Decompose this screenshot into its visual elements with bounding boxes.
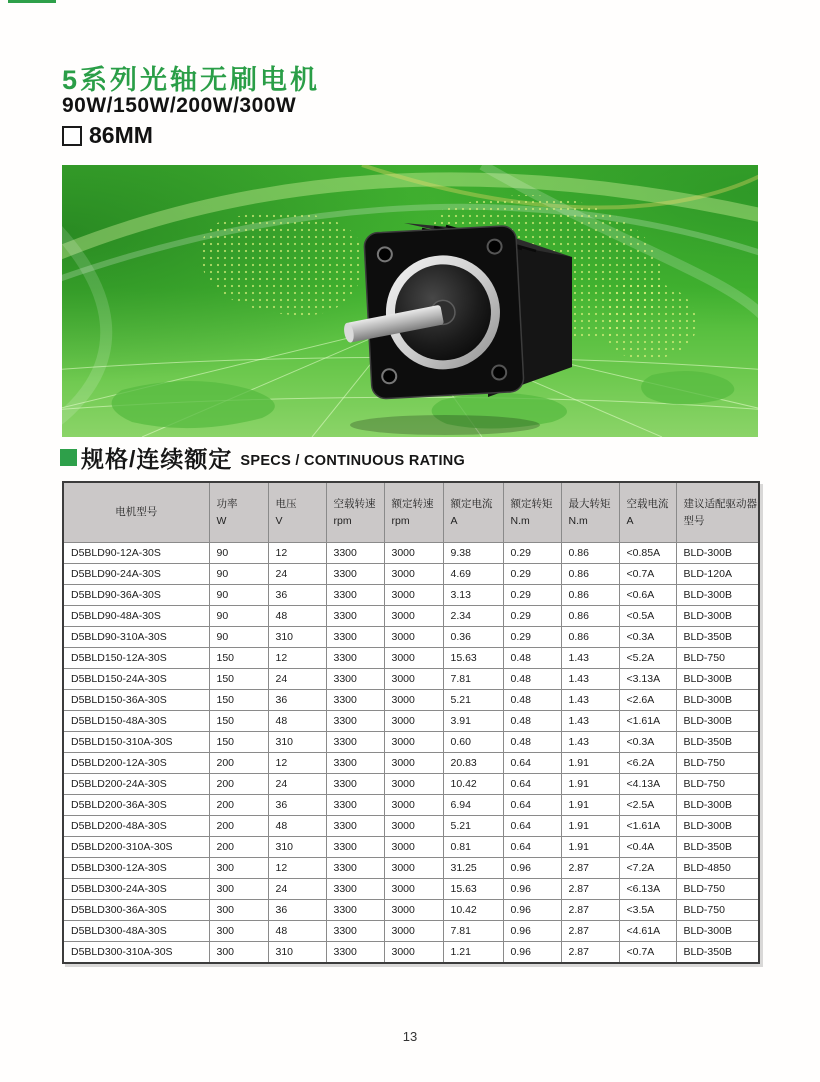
- spec-cell: 0.96: [503, 900, 561, 921]
- spec-cell: <0.7A: [619, 564, 676, 585]
- spec-cell: 3000: [384, 648, 443, 669]
- spec-cell: 300: [209, 900, 268, 921]
- spec-cell: 0.86: [561, 627, 619, 648]
- spec-cell: BLD-350B: [676, 837, 759, 858]
- spec-cell: 48: [268, 711, 326, 732]
- table-row: [63, 858, 759, 879]
- spec-cell: 90: [209, 606, 268, 627]
- spec-cell: 150: [209, 690, 268, 711]
- spec-cell: 20.83: [443, 753, 503, 774]
- spec-cell: 36: [268, 900, 326, 921]
- spec-cell: 3000: [384, 753, 443, 774]
- spec-cell: <1.61A: [619, 816, 676, 837]
- spec-cell: 0.29: [503, 627, 561, 648]
- spec-cell: 0.86: [561, 564, 619, 585]
- spec-cell: 31.25: [443, 858, 503, 879]
- spec-cell: 3300: [326, 753, 384, 774]
- frame-size-label: 86MM: [89, 122, 153, 148]
- table-row: [63, 669, 759, 690]
- spec-cell: <2.5A: [619, 795, 676, 816]
- column-header: 额定转矩 N.m: [503, 482, 561, 543]
- spec-cell: 15.63: [443, 879, 503, 900]
- spec-cell: 0.48: [503, 711, 561, 732]
- spec-cell: 200: [209, 774, 268, 795]
- spec-cell: <0.4A: [619, 837, 676, 858]
- table-row: [63, 942, 759, 964]
- spec-cell: 3000: [384, 627, 443, 648]
- spec-cell: 3300: [326, 711, 384, 732]
- spec-cell: 1.43: [561, 732, 619, 753]
- spec-cell: 3000: [384, 921, 443, 942]
- spec-cell: 12: [268, 648, 326, 669]
- spec-cell: 3300: [326, 795, 384, 816]
- spec-cell: 0.60: [443, 732, 503, 753]
- frame-size-line: [62, 122, 153, 149]
- spec-cell: 3300: [326, 606, 384, 627]
- spec-cell: 7.81: [443, 921, 503, 942]
- column-header: 功率 W: [209, 482, 268, 543]
- spec-cell: <7.2A: [619, 858, 676, 879]
- spec-cell: 48: [268, 606, 326, 627]
- spec-cell: 7.81: [443, 669, 503, 690]
- spec-cell: 3000: [384, 879, 443, 900]
- spec-cell: 3000: [384, 669, 443, 690]
- spec-cell: 3300: [326, 564, 384, 585]
- table-row: [63, 627, 759, 648]
- spec-cell: 12: [268, 543, 326, 564]
- spec-cell: 3300: [326, 648, 384, 669]
- spec-cell: BLD-300B: [676, 921, 759, 942]
- spec-cell: BLD-300B: [676, 669, 759, 690]
- spec-cell: 1.43: [561, 711, 619, 732]
- spec-cell: BLD-350B: [676, 732, 759, 753]
- spec-cell: 3000: [384, 585, 443, 606]
- spec-cell: 36: [268, 795, 326, 816]
- spec-cell: 9.38: [443, 543, 503, 564]
- spec-cell: 3000: [384, 732, 443, 753]
- spec-table: [62, 481, 760, 964]
- section-title-cn: 规格/连续额定: [81, 446, 233, 472]
- spec-cell: BLD-750: [676, 753, 759, 774]
- model-cell: D5BLD200-310A-30S: [63, 837, 209, 858]
- spec-cell: 12: [268, 753, 326, 774]
- spec-cell: 150: [209, 732, 268, 753]
- spec-cell: 0.64: [503, 753, 561, 774]
- spec-cell: 5.21: [443, 690, 503, 711]
- model-cell: D5BLD150-12A-30S: [63, 648, 209, 669]
- table-row: [63, 648, 759, 669]
- spec-cell: 3300: [326, 942, 384, 964]
- spec-cell: BLD-300B: [676, 711, 759, 732]
- table-header-row: [63, 482, 759, 543]
- spec-cell: 36: [268, 585, 326, 606]
- spec-cell: BLD-300B: [676, 606, 759, 627]
- spec-cell: 150: [209, 648, 268, 669]
- spec-cell: 3.91: [443, 711, 503, 732]
- spec-cell: BLD-300B: [676, 543, 759, 564]
- spec-cell: <4.61A: [619, 921, 676, 942]
- spec-cell: 90: [209, 564, 268, 585]
- spec-cell: 0.48: [503, 669, 561, 690]
- model-cell: D5BLD90-24A-30S: [63, 564, 209, 585]
- spec-cell: 2.87: [561, 900, 619, 921]
- table-row: [63, 606, 759, 627]
- spec-cell: 200: [209, 795, 268, 816]
- spec-cell: 0.96: [503, 942, 561, 964]
- spec-cell: 200: [209, 753, 268, 774]
- spec-cell: 2.87: [561, 921, 619, 942]
- spec-cell: 0.86: [561, 606, 619, 627]
- spec-cell: 300: [209, 879, 268, 900]
- spec-cell: 300: [209, 921, 268, 942]
- spec-cell: <3.13A: [619, 669, 676, 690]
- table-row: [63, 837, 759, 858]
- spec-cell: 3000: [384, 816, 443, 837]
- page-subtitle-power: 90W/150W/200W/300W: [62, 94, 297, 117]
- page-title: 5系列光轴无刷电机: [62, 65, 321, 95]
- table-row: [63, 816, 759, 837]
- spec-cell: <3.5A: [619, 900, 676, 921]
- spec-cell: 1.43: [561, 648, 619, 669]
- table-row: [63, 774, 759, 795]
- spec-cell: 1.91: [561, 795, 619, 816]
- spec-cell: 300: [209, 858, 268, 879]
- table-row: [63, 564, 759, 585]
- model-cell: D5BLD300-12A-30S: [63, 858, 209, 879]
- spec-cell: 310: [268, 837, 326, 858]
- column-header: 最大转矩 N.m: [561, 482, 619, 543]
- hero-illustration: [62, 165, 758, 437]
- spec-cell: 3000: [384, 837, 443, 858]
- spec-cell: 3300: [326, 669, 384, 690]
- spec-cell: 0.96: [503, 858, 561, 879]
- column-header: 额定电流 A: [443, 482, 503, 543]
- model-cell: D5BLD90-36A-30S: [63, 585, 209, 606]
- model-cell: D5BLD200-36A-30S: [63, 795, 209, 816]
- green-square-bullet-icon: [60, 449, 77, 466]
- spec-cell: 3300: [326, 816, 384, 837]
- spec-cell: 3000: [384, 774, 443, 795]
- spec-cell: 12: [268, 858, 326, 879]
- spec-cell: 90: [209, 543, 268, 564]
- spec-cell: 0.29: [503, 564, 561, 585]
- spec-cell: BLD-4850: [676, 858, 759, 879]
- spec-cell: 2.87: [561, 858, 619, 879]
- model-cell: D5BLD150-48A-30S: [63, 711, 209, 732]
- spec-table-head: [63, 482, 759, 543]
- model-cell: D5BLD300-310A-30S: [63, 942, 209, 964]
- spec-cell: 3300: [326, 879, 384, 900]
- spec-cell: 0.64: [503, 795, 561, 816]
- model-cell: D5BLD90-12A-30S: [63, 543, 209, 564]
- spec-cell: 3300: [326, 774, 384, 795]
- column-header: 空载转速 rpm: [326, 482, 384, 543]
- spec-cell: 3.13: [443, 585, 503, 606]
- spec-cell: 3300: [326, 900, 384, 921]
- spec-cell: <0.5A: [619, 606, 676, 627]
- spec-cell: 310: [268, 732, 326, 753]
- spec-cell: 3000: [384, 711, 443, 732]
- spec-cell: 150: [209, 669, 268, 690]
- spec-cell: 0.96: [503, 879, 561, 900]
- spec-cell: 15.63: [443, 648, 503, 669]
- spec-cell: BLD-750: [676, 900, 759, 921]
- spec-cell: 2.87: [561, 879, 619, 900]
- model-cell: D5BLD90-48A-30S: [63, 606, 209, 627]
- table-row: [63, 921, 759, 942]
- spec-cell: 0.64: [503, 837, 561, 858]
- table-row: [63, 732, 759, 753]
- spec-cell: 3300: [326, 543, 384, 564]
- model-cell: D5BLD90-310A-30S: [63, 627, 209, 648]
- spec-cell: BLD-300B: [676, 585, 759, 606]
- model-cell: D5BLD150-24A-30S: [63, 669, 209, 690]
- model-cell: D5BLD200-12A-30S: [63, 753, 209, 774]
- spec-cell: <0.3A: [619, 627, 676, 648]
- spec-cell: 1.91: [561, 774, 619, 795]
- spec-cell: 5.21: [443, 816, 503, 837]
- spec-cell: 24: [268, 879, 326, 900]
- spec-cell: <2.6A: [619, 690, 676, 711]
- column-header: 空载电流 A: [619, 482, 676, 543]
- top-edge-green-mark: [8, 0, 56, 3]
- table-row: [63, 900, 759, 921]
- spec-cell: 24: [268, 564, 326, 585]
- spec-cell: 3300: [326, 585, 384, 606]
- spec-cell: BLD-300B: [676, 795, 759, 816]
- spec-cell: 200: [209, 837, 268, 858]
- spec-cell: 3000: [384, 858, 443, 879]
- column-header: 电机型号: [63, 482, 209, 543]
- spec-cell: 0.81: [443, 837, 503, 858]
- spec-cell: BLD-350B: [676, 942, 759, 964]
- table-row: [63, 585, 759, 606]
- spec-cell: 3000: [384, 900, 443, 921]
- spec-cell: BLD-300B: [676, 816, 759, 837]
- spec-cell: <6.13A: [619, 879, 676, 900]
- spec-cell: 0.48: [503, 690, 561, 711]
- spec-cell: 0.29: [503, 585, 561, 606]
- spec-cell: 0.29: [503, 606, 561, 627]
- spec-cell: 0.36: [443, 627, 503, 648]
- spec-cell: 3300: [326, 921, 384, 942]
- model-cell: D5BLD300-48A-30S: [63, 921, 209, 942]
- spec-cell: 24: [268, 669, 326, 690]
- spec-cell: BLD-350B: [676, 627, 759, 648]
- spec-cell: <0.7A: [619, 942, 676, 964]
- spec-cell: BLD-120A: [676, 564, 759, 585]
- spec-cell: 1.91: [561, 837, 619, 858]
- spec-cell: 310: [268, 942, 326, 964]
- spec-cell: 1.43: [561, 669, 619, 690]
- spec-cell: 1.43: [561, 690, 619, 711]
- spec-cell: 0.29: [503, 543, 561, 564]
- spec-cell: 300: [209, 942, 268, 964]
- model-cell: D5BLD200-24A-30S: [63, 774, 209, 795]
- spec-cell: 48: [268, 816, 326, 837]
- section-title-en: SPECS / CONTINUOUS RATING: [240, 452, 466, 469]
- column-header: 电压 V: [268, 482, 326, 543]
- spec-cell: 90: [209, 627, 268, 648]
- model-cell: D5BLD300-24A-30S: [63, 879, 209, 900]
- spec-cell: 10.42: [443, 900, 503, 921]
- spec-cell: BLD-750: [676, 774, 759, 795]
- spec-cell: 1.91: [561, 753, 619, 774]
- page-number: 13: [402, 1029, 418, 1044]
- spec-cell: <0.3A: [619, 732, 676, 753]
- spec-cell: <6.2A: [619, 753, 676, 774]
- table-row: [63, 711, 759, 732]
- spec-cell: BLD-300B: [676, 690, 759, 711]
- spec-cell: 48: [268, 921, 326, 942]
- table-row: [63, 543, 759, 564]
- table-row: [63, 690, 759, 711]
- spec-cell: 0.48: [503, 732, 561, 753]
- model-cell: D5BLD200-48A-30S: [63, 816, 209, 837]
- spec-cell: 200: [209, 816, 268, 837]
- spec-cell: <4.13A: [619, 774, 676, 795]
- spec-cell: 1.91: [561, 816, 619, 837]
- spec-cell: 3300: [326, 690, 384, 711]
- spec-cell: 3000: [384, 543, 443, 564]
- spec-cell: 90: [209, 585, 268, 606]
- spec-cell: 310: [268, 627, 326, 648]
- spec-cell: BLD-750: [676, 648, 759, 669]
- spec-cell: <1.61A: [619, 711, 676, 732]
- spec-cell: 2.34: [443, 606, 503, 627]
- spec-cell: 150: [209, 711, 268, 732]
- spec-cell: 4.69: [443, 564, 503, 585]
- spec-cell: 3300: [326, 837, 384, 858]
- section-header: [60, 441, 465, 474]
- spec-cell: 3300: [326, 858, 384, 879]
- hero-banner: [62, 165, 758, 437]
- spec-cell: 24: [268, 774, 326, 795]
- table-row: [63, 795, 759, 816]
- table-row: [63, 753, 759, 774]
- spec-cell: BLD-750: [676, 879, 759, 900]
- spec-cell: 3300: [326, 627, 384, 648]
- model-cell: D5BLD150-36A-30S: [63, 690, 209, 711]
- column-header: 额定转速 rpm: [384, 482, 443, 543]
- model-cell: D5BLD300-36A-30S: [63, 900, 209, 921]
- spec-cell: 3000: [384, 942, 443, 964]
- spec-cell: 10.42: [443, 774, 503, 795]
- spec-cell: 6.94: [443, 795, 503, 816]
- column-header: 建议适配驱动器型号: [676, 482, 759, 543]
- spec-cell: 3000: [384, 690, 443, 711]
- table-row: [63, 879, 759, 900]
- spec-cell: 3000: [384, 564, 443, 585]
- spec-cell: 1.21: [443, 942, 503, 964]
- spec-cell: <0.85A: [619, 543, 676, 564]
- spec-table-body: [63, 543, 759, 964]
- spec-cell: <0.6A: [619, 585, 676, 606]
- spec-cell: 0.64: [503, 774, 561, 795]
- spec-cell: 2.87: [561, 942, 619, 964]
- spec-cell: 0.86: [561, 543, 619, 564]
- spec-cell: 0.48: [503, 648, 561, 669]
- spec-cell: 36: [268, 690, 326, 711]
- spec-cell: 3300: [326, 732, 384, 753]
- spec-cell: 3000: [384, 606, 443, 627]
- spec-cell: <5.2A: [619, 648, 676, 669]
- spec-cell: 0.96: [503, 921, 561, 942]
- spec-cell: 0.86: [561, 585, 619, 606]
- spec-cell: 0.64: [503, 816, 561, 837]
- square-frame-icon: [62, 126, 82, 146]
- model-cell: D5BLD150-310A-30S: [63, 732, 209, 753]
- spec-cell: 3000: [384, 795, 443, 816]
